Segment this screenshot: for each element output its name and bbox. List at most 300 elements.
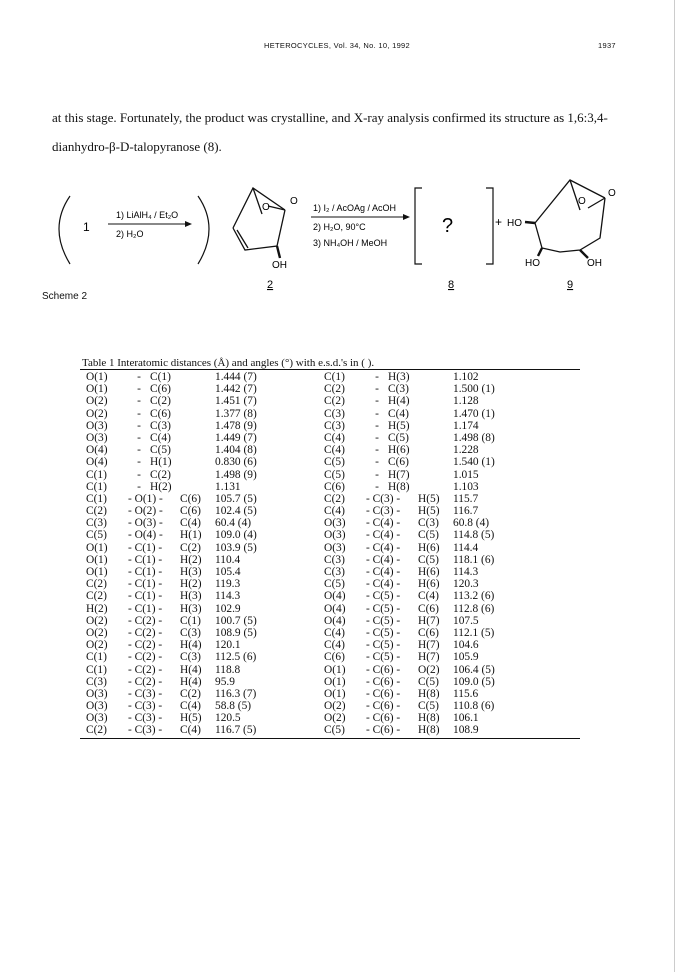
value: 105.4: [215, 566, 241, 578]
table-left-column: [86, 371, 275, 737]
value: 110.8 (6): [453, 700, 495, 713]
compound-2-structure: [233, 188, 285, 258]
atom-1: C(2): [86, 505, 107, 518]
atom-2: C(6): [388, 456, 409, 469]
atom-1: C(2): [86, 578, 107, 591]
table-row: [86, 505, 275, 517]
table-row: [86, 432, 275, 444]
atom-2: C(6): [418, 602, 439, 615]
table-row: [86, 517, 275, 529]
compound-2-label: 2: [267, 279, 274, 291]
value: 116.7: [453, 505, 479, 518]
atom-1: C(6): [324, 651, 345, 664]
step1-reagent-1: 1) LiAlH₄ / Et₂O: [116, 210, 179, 220]
bond-separator: - O(1) -: [128, 492, 163, 505]
bond-separator: -: [375, 383, 379, 396]
bond-separator: - C(1) -: [128, 553, 163, 566]
atom-2: C(3): [388, 383, 409, 396]
page-edge-line: [674, 0, 675, 972]
atom-1: C(3): [86, 675, 107, 688]
step2-reagent-1: 1) I₂ / AcOAg / AcOH: [313, 203, 397, 213]
bond-separator: - C(2) -: [128, 675, 163, 688]
table-row: [324, 603, 513, 615]
value: 1.103: [453, 480, 479, 493]
atom-2: H(6): [418, 541, 440, 554]
value: 1.015: [453, 468, 479, 481]
value: 115.6: [453, 687, 479, 700]
compound-9-bridge-o: O: [608, 188, 616, 199]
left-bracket: [415, 188, 422, 264]
table-row: [324, 395, 513, 407]
plus-sign: +: [495, 215, 503, 229]
atom-1: O(2): [324, 700, 346, 713]
atom-2: C(6): [180, 492, 201, 505]
value: 1.102: [453, 371, 479, 383]
table-row: [324, 639, 513, 651]
atom-2: H(6): [418, 566, 440, 578]
atom-1: O(2): [86, 407, 108, 420]
table-row: [324, 627, 513, 639]
bond-separator: -: [375, 419, 379, 432]
bond-separator: -: [137, 456, 141, 469]
table-row: [324, 676, 513, 688]
step2-reagent-3: 3) NH₄OH / MeOH: [313, 238, 388, 248]
atom-2: C(5): [418, 675, 439, 688]
atom-2: H(3): [180, 590, 202, 603]
atom-1: O(3): [86, 419, 108, 432]
atom-2: H(3): [180, 602, 202, 615]
atom-2: C(2): [150, 468, 171, 481]
bond-separator: - C(5) -: [366, 590, 401, 603]
bond-separator: - C(2) -: [128, 663, 163, 676]
atom-2: H(5): [418, 505, 440, 518]
value: 109.0 (5): [453, 675, 495, 688]
atom-1: C(4): [324, 505, 345, 518]
bond-separator: - C(6) -: [366, 663, 401, 676]
atom-1: O(4): [324, 602, 346, 615]
value: 120.3: [453, 578, 479, 591]
bond-separator: -: [137, 431, 141, 444]
value: 1.131: [215, 480, 241, 493]
atom-2: H(7): [418, 639, 440, 652]
atom-1: C(3): [324, 553, 345, 566]
table-row: [324, 566, 513, 578]
atom-2: H(4): [180, 663, 202, 676]
bond-separator: - C(4) -: [366, 517, 401, 530]
value: 1.442 (7): [215, 383, 257, 396]
atom-1: C(4): [324, 626, 345, 639]
table-caption: Table 1 Interatomic distances (Å) and angles (°) with e.s.d.'s in ( ).: [82, 357, 375, 369]
value: 119.3: [215, 578, 241, 591]
bond-separator: - C(4) -: [366, 566, 401, 578]
value: 1.128: [453, 395, 479, 408]
compound-9-label: 9: [567, 279, 574, 291]
value: 1.451 (7): [215, 395, 257, 408]
compound-9-ho-2: HO: [525, 258, 540, 269]
compound-2-ring-o: O: [262, 202, 270, 213]
atom-1: O(4): [324, 614, 346, 627]
table-row: [86, 408, 275, 420]
bond-separator: - C(1) -: [128, 590, 163, 603]
reaction-scheme: [40, 168, 680, 308]
bond-separator: -: [137, 371, 141, 383]
page-number: 1937: [598, 41, 616, 50]
atom-1: H(2): [86, 602, 108, 615]
bond-separator: - C(4) -: [366, 578, 401, 591]
table-row: [86, 651, 275, 663]
atom-2: C(5): [418, 529, 439, 542]
atom-1: O(3): [324, 529, 346, 542]
bond-separator: - C(3) -: [128, 712, 163, 725]
atom-1: C(6): [324, 480, 345, 493]
atom-2: H(2): [150, 480, 172, 493]
atom-1: O(4): [324, 590, 346, 603]
atom-1: O(1): [86, 383, 108, 396]
atom-1: C(4): [324, 639, 345, 652]
atom-1: C(4): [324, 444, 345, 457]
unknown-compound: ?: [442, 215, 454, 237]
start-compound-label: 1: [83, 220, 90, 234]
atom-2: C(3): [418, 517, 439, 530]
atom-2: H(2): [180, 553, 202, 566]
table-row: [324, 432, 513, 444]
value: 115.7: [453, 492, 479, 505]
table-row: [86, 724, 275, 736]
atom-2: H(3): [388, 371, 410, 383]
bond-separator: - C(3) -: [128, 687, 163, 700]
step2-reagent-2: 2) H₂O, 90°C: [313, 222, 366, 232]
right-bracket: [486, 188, 493, 264]
table-row: [324, 578, 513, 590]
bond-separator: - C(3) -: [366, 492, 401, 505]
atom-1: O(1): [324, 675, 346, 688]
atom-2: C(3): [150, 419, 171, 432]
value: 1.174: [453, 419, 479, 432]
value: 60.8 (4): [453, 517, 490, 530]
table-row: [324, 651, 513, 663]
value: 120.5: [215, 712, 241, 725]
table-row: [86, 590, 275, 602]
atom-1: C(2): [324, 383, 345, 396]
atom-1: O(1): [86, 371, 108, 383]
atom-2: C(3): [180, 626, 201, 639]
table-row: [86, 615, 275, 627]
bond-separator: - C(6) -: [366, 675, 401, 688]
atom-2: H(8): [418, 724, 440, 737]
bond-separator: -: [375, 431, 379, 444]
atom-2: C(2): [180, 541, 201, 554]
table-row: [324, 408, 513, 420]
value: 1.498 (9): [215, 468, 257, 481]
atom-1: O(3): [86, 700, 108, 713]
value: 106.4 (5): [453, 663, 495, 676]
atom-1: C(3): [324, 566, 345, 578]
table-row: [86, 688, 275, 700]
atom-1: C(1): [86, 651, 107, 664]
value: 1.444 (7): [215, 371, 257, 383]
value: 102.4 (5): [215, 505, 257, 518]
table-row: [324, 664, 513, 676]
atom-2: C(2): [180, 687, 201, 700]
bond-separator: -: [375, 407, 379, 420]
journal-citation: HETEROCYCLES, Vol. 34, No. 10, 1992: [264, 41, 410, 50]
atom-1: C(3): [324, 407, 345, 420]
table-row: [324, 712, 513, 724]
table-row: [86, 639, 275, 651]
atom-1: C(1): [86, 480, 107, 493]
table-row: [86, 529, 275, 541]
table-right-column: [324, 371, 513, 737]
atom-2: H(6): [418, 578, 440, 591]
body-text-line-1: at this stage. Fortunately, the product was crystalline, and X-ray analysis confirmed its structure as 1,6:3,4-: [52, 110, 608, 125]
atom-2: H(7): [388, 468, 410, 481]
value: 116.3 (7): [215, 687, 257, 700]
scheme-caption: Scheme 2: [42, 291, 88, 302]
bond-separator: - C(4) -: [366, 541, 401, 554]
atom-1: C(1): [86, 492, 107, 505]
bond-separator: - C(6) -: [366, 700, 401, 713]
value: 104.6: [453, 639, 479, 652]
table-row: [86, 481, 275, 493]
atom-2: H(1): [150, 456, 172, 469]
atom-1: C(1): [324, 371, 345, 383]
table-row: [324, 469, 513, 481]
table-row: [324, 529, 513, 541]
atom-2: C(6): [418, 626, 439, 639]
atom-1: C(2): [86, 724, 107, 737]
bond-separator: - O(2) -: [128, 505, 163, 518]
atom-1: O(2): [86, 639, 108, 652]
table-row: [324, 505, 513, 517]
atom-2: C(4): [180, 700, 201, 713]
value: 113.2 (6): [453, 590, 495, 603]
bond-separator: -: [375, 456, 379, 469]
bond-separator: - C(2) -: [128, 614, 163, 627]
bond-separator: - O(4) -: [128, 529, 163, 542]
bond-separator: - C(5) -: [366, 639, 401, 652]
atom-1: O(3): [324, 541, 346, 554]
table-row: [324, 700, 513, 712]
table-row: [86, 395, 275, 407]
compound-9-structure: [525, 180, 605, 258]
atom-1: O(2): [86, 626, 108, 639]
atom-2: C(4): [150, 431, 171, 444]
atom-1: O(3): [86, 687, 108, 700]
table-row: [86, 493, 275, 505]
atom-2: C(4): [418, 590, 439, 603]
table-row: [86, 676, 275, 688]
value: 120.1: [215, 639, 241, 652]
value: 105.9: [453, 651, 479, 664]
atom-2: H(4): [180, 639, 202, 652]
compound-2-oh: OH: [272, 260, 287, 271]
step1-reagent-2: 2) H₂O: [116, 229, 144, 239]
atom-2: C(3): [180, 651, 201, 664]
bond-separator: - C(3) -: [128, 724, 163, 737]
bond-separator: - C(1) -: [128, 578, 163, 591]
table-row: [324, 493, 513, 505]
bond-separator: - C(5) -: [366, 651, 401, 664]
bond-separator: -: [137, 407, 141, 420]
table-row: [324, 371, 513, 383]
table-row: [86, 383, 275, 395]
value: 114.3: [215, 590, 241, 603]
atom-1: C(5): [324, 578, 345, 591]
atom-2: C(1): [150, 371, 171, 383]
table-row: [324, 481, 513, 493]
atom-1: C(5): [324, 456, 345, 469]
value: 105.7 (5): [215, 492, 257, 505]
atom-2: C(5): [418, 700, 439, 713]
compound-9-ho-1: HO: [507, 218, 522, 229]
value: 114.4: [453, 541, 479, 554]
atom-1: O(1): [324, 687, 346, 700]
table-row: [324, 383, 513, 395]
value: 106.1: [453, 712, 479, 725]
bond-separator: - C(3) -: [366, 505, 401, 518]
compound-8-label: 8: [448, 279, 455, 291]
atom-1: C(3): [324, 419, 345, 432]
atom-2: C(5): [418, 553, 439, 566]
value: 114.8 (5): [453, 529, 495, 542]
atom-2: H(6): [388, 444, 410, 457]
bond-separator: - C(1) -: [128, 541, 163, 554]
atom-2: H(5): [180, 712, 202, 725]
table-row: [86, 603, 275, 615]
atom-2: C(1): [180, 614, 201, 627]
table-top-rule: [80, 369, 580, 370]
atom-1: C(5): [86, 529, 107, 542]
bond-separator: -: [137, 468, 141, 481]
value: 1.404 (8): [215, 444, 257, 457]
atom-2: C(2): [150, 395, 171, 408]
atom-2: C(6): [150, 383, 171, 396]
atom-2: H(7): [418, 614, 440, 627]
bond-separator: -: [137, 480, 141, 493]
body-text-line-2: dianhydro-β-D-talopyranose (8).: [52, 139, 222, 154]
value: 112.5 (6): [215, 651, 257, 664]
bond-separator: - C(5) -: [366, 626, 401, 639]
value: 1.478 (9): [215, 419, 257, 432]
table-row: [324, 554, 513, 566]
left-paren: [59, 196, 70, 264]
table-row: [86, 664, 275, 676]
bond-separator: - C(5) -: [366, 602, 401, 615]
value: 1.470 (1): [453, 407, 495, 420]
atom-1: O(3): [86, 431, 108, 444]
atom-1: C(2): [86, 590, 107, 603]
atom-1: C(5): [324, 468, 345, 481]
atom-1: C(5): [324, 724, 345, 737]
bond-separator: - C(6) -: [366, 724, 401, 737]
value: 118.8: [215, 663, 241, 676]
value: 103.9 (5): [215, 541, 257, 554]
atom-1: C(2): [324, 395, 345, 408]
value: 108.9: [453, 724, 479, 737]
table-row: [86, 700, 275, 712]
value: 1.228: [453, 444, 479, 457]
bond-separator: - C(3) -: [128, 700, 163, 713]
value: 1.498 (8): [453, 431, 495, 444]
table-row: [324, 420, 513, 432]
bond-separator: -: [375, 371, 379, 383]
bond-separator: -: [375, 468, 379, 481]
table-row: [324, 444, 513, 456]
bond-separator: -: [137, 444, 141, 457]
value: 110.4: [215, 553, 241, 566]
atom-1: O(1): [324, 663, 346, 676]
table-row: [86, 554, 275, 566]
atom-2: H(4): [180, 675, 202, 688]
atom-2: C(5): [150, 444, 171, 457]
atom-2: C(6): [150, 407, 171, 420]
atom-2: H(8): [418, 687, 440, 700]
atom-2: H(2): [180, 578, 202, 591]
bond-separator: - C(6) -: [366, 712, 401, 725]
value: 118.1 (6): [453, 553, 495, 566]
atom-2: C(4): [180, 724, 201, 737]
value: 102.9: [215, 602, 241, 615]
table-row: [86, 542, 275, 554]
bond-separator: -: [137, 395, 141, 408]
atom-1: C(1): [86, 663, 107, 676]
table-row: [86, 420, 275, 432]
table-row: [324, 615, 513, 627]
atom-2: O(2): [418, 663, 440, 676]
table-row: [324, 456, 513, 468]
table-row: [86, 456, 275, 468]
value: 112.8 (6): [453, 602, 495, 615]
value: 114.3: [453, 566, 479, 578]
atom-1: O(3): [324, 517, 346, 530]
table-row: [86, 469, 275, 481]
bond-separator: - C(2) -: [128, 639, 163, 652]
atom-1: O(2): [324, 712, 346, 725]
atom-1: O(1): [86, 566, 108, 578]
atom-1: C(1): [86, 468, 107, 481]
table-row: [324, 724, 513, 736]
table-row: [86, 566, 275, 578]
atom-2: C(4): [180, 517, 201, 530]
atom-2: C(5): [388, 431, 409, 444]
value: 95.9: [215, 675, 235, 688]
value: 1.500 (1): [453, 383, 495, 396]
value: 109.0 (4): [215, 529, 257, 542]
table-row: [324, 688, 513, 700]
compound-9-ring-o: O: [578, 196, 586, 207]
atom-1: C(2): [324, 492, 345, 505]
table-bottom-rule: [80, 738, 580, 739]
bond-separator: -: [375, 480, 379, 493]
atom-2: H(5): [388, 419, 410, 432]
value: 58.8 (5): [215, 700, 252, 713]
table-row: [324, 590, 513, 602]
atom-2: H(7): [418, 651, 440, 664]
atom-2: H(8): [418, 712, 440, 725]
bond-separator: - C(2) -: [128, 626, 163, 639]
compound-9-oh: OH: [587, 258, 602, 269]
bond-separator: -: [375, 444, 379, 457]
bond-separator: - C(6) -: [366, 687, 401, 700]
value: 0.830 (6): [215, 456, 257, 469]
value: 112.1 (5): [453, 626, 495, 639]
table-row: [86, 371, 275, 383]
atom-2: H(4): [388, 395, 410, 408]
table-row: [86, 627, 275, 639]
bond-separator: - C(4) -: [366, 529, 401, 542]
atom-1: C(3): [86, 517, 107, 530]
atom-1: O(2): [86, 395, 108, 408]
